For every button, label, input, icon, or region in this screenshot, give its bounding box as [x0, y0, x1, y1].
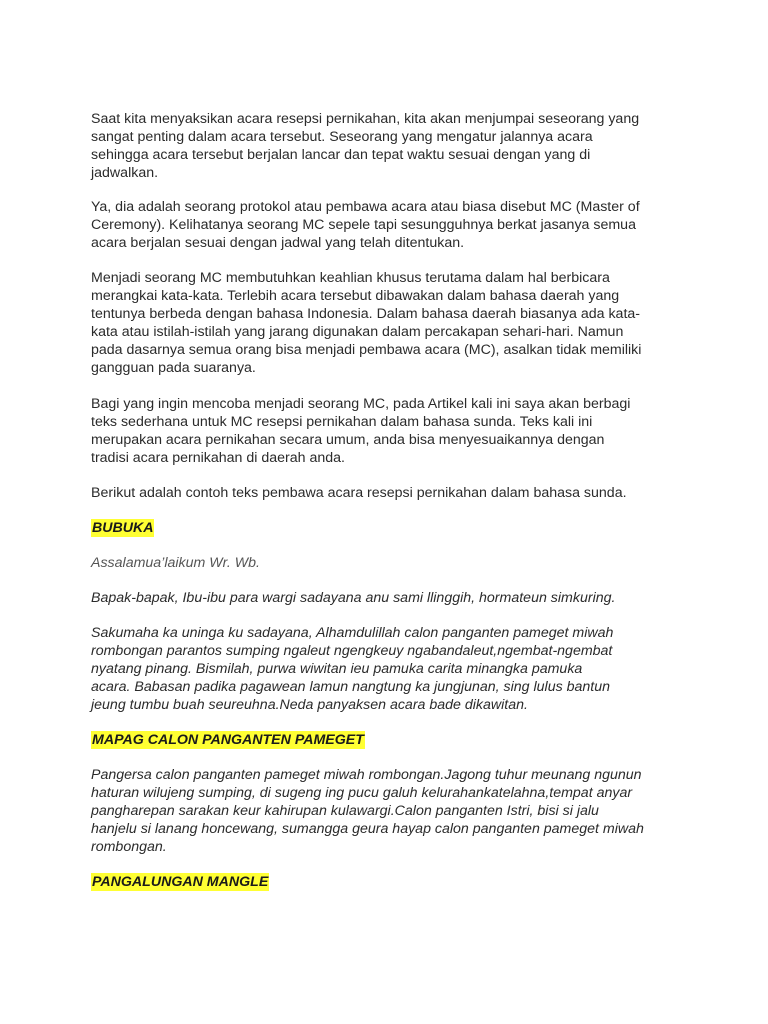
- section-pangalungan: [91, 873, 691, 891]
- paragraph-mc-definition: Ya, dia adalah seorang protokol atau pembawa acara atau biasa disebut MC (Master of Ceremony). Kelihatanya seorang MC sepele tapi sesungguhnya berkat jasanya semua acara berjalan sesuai dengan jadwal yang telah ditentukan.: [91, 199, 640, 251]
- paragraph-intro: Saat kita menyaksikan acara resepsi pernikahan, kita akan menjumpai seseorang yang sangat penting dalam acara tersebut. Seseorang yang mengatur jalannya acara sehingga acara tersebut berjalan lancar dan tepat waktu sesuai dengan yang di jadwalkan.: [91, 111, 640, 181]
- paragraph-sharing: Bagi yang ingin mencoba menjadi seorang MC, pada Artikel kali ini saya akan berbagi teks sederhana untuk MC resepsi pernikahan dalam bahasa sunda. Teks kali ini merupakan acara pernikahan secara umum, anda bisa menyesuaikannya dengan tradisi acara pernikahan di daerah anda.: [91, 396, 631, 466]
- mapag-text: Pangersa calon panganten pameget miwah rombongan.Jagong tuhur meunang ngunun haturan wilujeng sumping, di sugeng ing pucu galuh kelurahankatelahna,tempat anyar pangharepan sarakan keur kahirupan kulawargi.Calon panganten Istri, bisi si jalu hanjelu si lanang honcewang, sumangga geura hayap calon panganten pameget miwah rombongan.: [91, 767, 644, 855]
- heading-mapag: MAPAG CALON PANGANTEN PAMEGET: [92, 732, 364, 748]
- greeting-text: Bapak-bapak, Ibu-ibu para wargi sadayana anu sami llinggih, hormateun simkuring.: [91, 590, 616, 606]
- heading-pangalungan: PANGALUNGAN MANGLE: [92, 874, 269, 890]
- heading-bubuka: BUBUKA: [92, 520, 154, 536]
- opening-text: Sakumaha ka uninga ku sadayana, Alhamdulillah calon panganten pameget miwah rombongan parantos sumping ngaleut ngengkeuy ngabandaleut,ngembat-ngembat nyatang pinang. Bismilah, purwa wiwitan ieu pamuka carita minangka pamuka acara. Babasan padika pagawean lamun nangtung ka jungjunan, sing lulus bantun jeung tumbu buah seureuhna.Neda panyaksen acara bade dikawitan.: [91, 625, 614, 713]
- section-bubuka: [91, 519, 691, 537]
- paragraph-mc-skills: Menjadi seorang MC membutuhkan keahlian khusus terutama dalam hal berbicara merangkai kata-kata. Terlebih acara tersebut dibawakan dalam bahasa daerah yang tentunya berbeda dengan bahasa Indonesia. Dalam bahasa daerah biasanya ada kata- kata atau istilah-istilah yang jarang digunakan dalam percakapan sehari-hari. Namun pada dasarnya semua orang bisa menjadi pembawa acara (MC), asalkan tidak memiliki gangguan pada suaranya.: [91, 270, 642, 376]
- document-page: [91, 110, 691, 908]
- paragraph-example-intro: Berikut adalah contoh teks pembawa acara resepsi pernikahan dalam bahasa sunda.: [91, 485, 627, 501]
- section-mapag: [91, 731, 691, 749]
- salam-text: Assalamua’laikum Wr. Wb.: [91, 555, 260, 571]
